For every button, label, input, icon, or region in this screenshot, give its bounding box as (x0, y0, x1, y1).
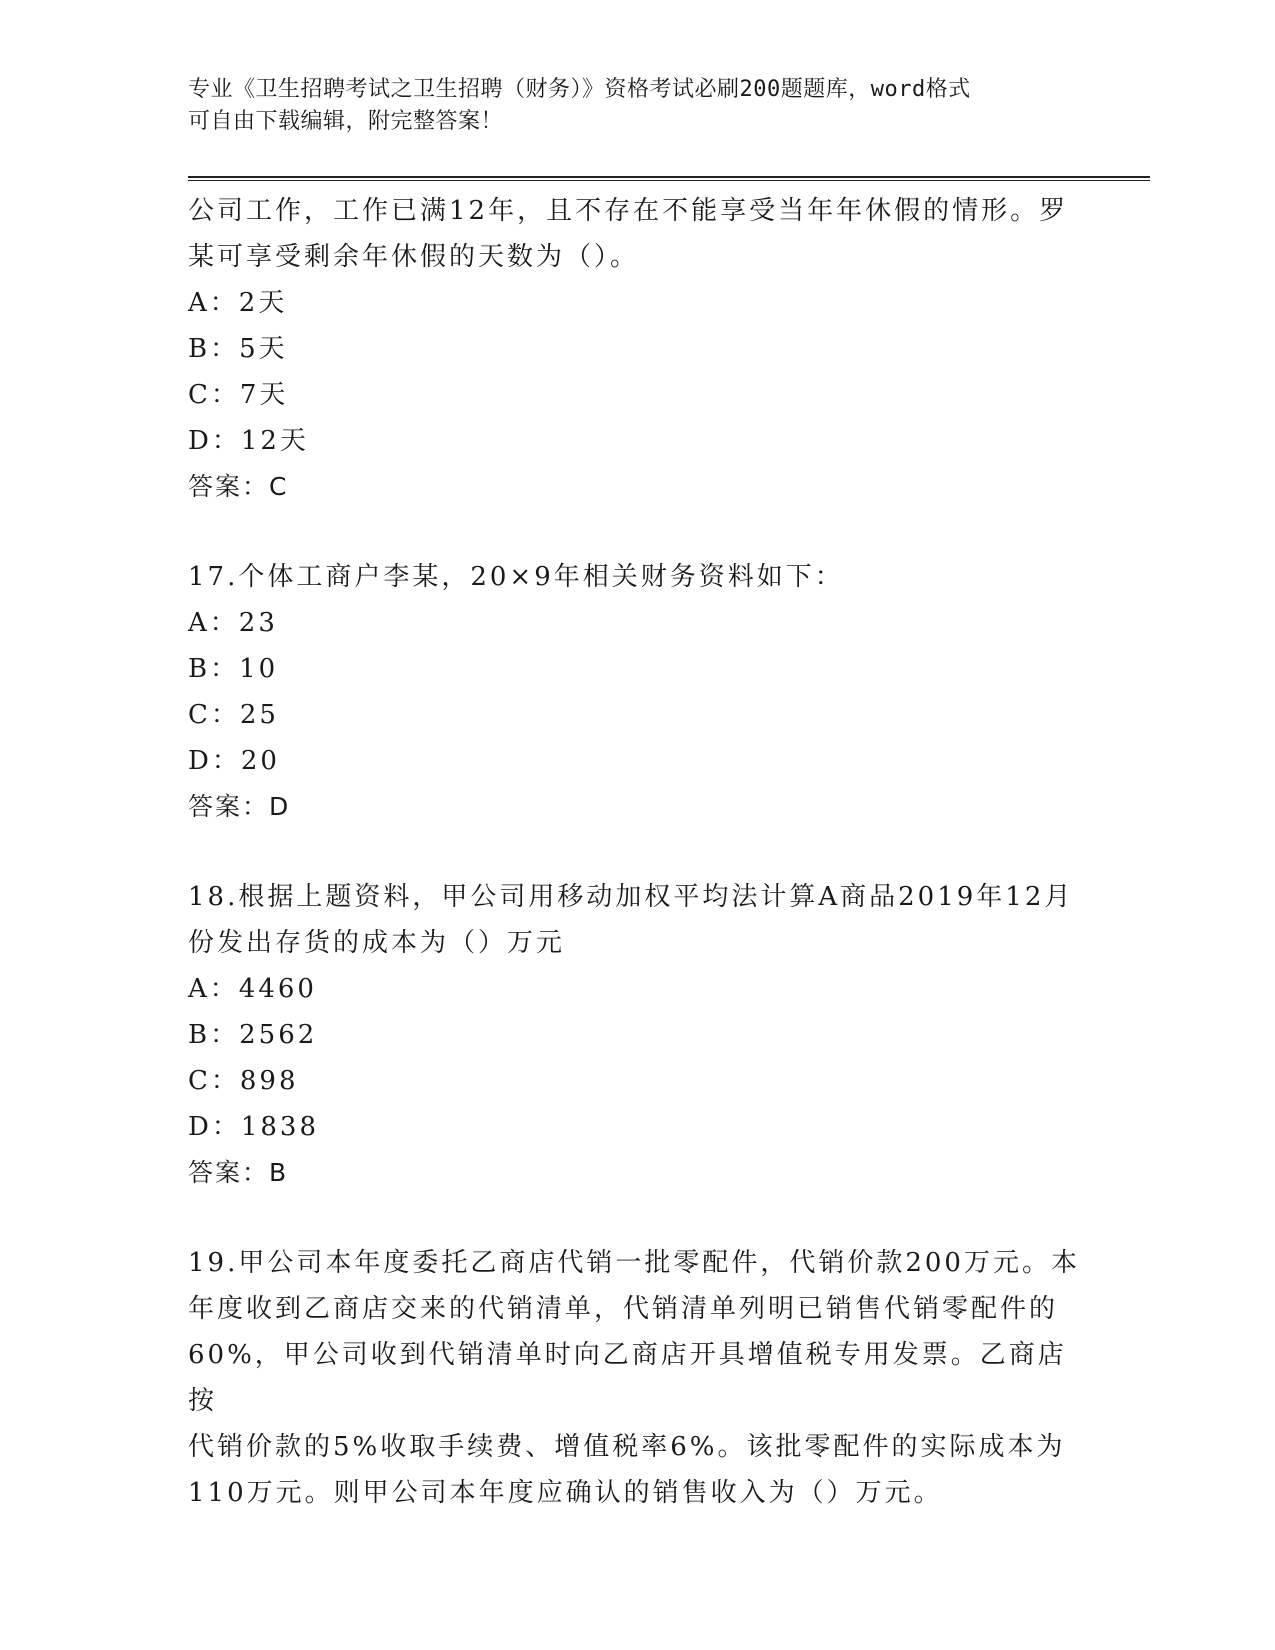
question-text-line: 公司工作，工作已满12年，且不存在不能享受当年年休假的情形。罗 (188, 196, 1069, 226)
option-c: C：25 (188, 700, 279, 730)
option-d: D：1838 (188, 1112, 320, 1142)
option-b: B：2562 (188, 1020, 318, 1050)
answer-line: 答案：D (188, 792, 291, 821)
question-text-line: 份发出存货的成本为（）万元 (188, 928, 566, 958)
question-text-line: 19.甲公司本年度委托乙商店代销一批零配件，代销价款200万元。本 (188, 1248, 1080, 1278)
option-c: C：898 (188, 1066, 299, 1096)
question-text-line: 17.个体工商户李某，20×9年相关财务资料如下： (188, 562, 844, 592)
question-text-line: 60%，甲公司收到代销清单时向乙商店开具增值税专用发票。乙商店按 (188, 1340, 1067, 1416)
question-17 (188, 554, 1088, 830)
option-d: D：20 (188, 746, 280, 776)
answer-line: 答案：B (188, 1158, 289, 1187)
question-text-line: 代销价款的5%收取手续费、增值税率6%。该批零配件的实际成本为 (188, 1432, 1066, 1462)
question-19 (188, 1240, 1088, 1516)
page-header (188, 74, 1088, 138)
header-divider (188, 176, 1150, 181)
question-18 (188, 874, 1088, 1196)
option-d: D：12天 (188, 426, 309, 456)
header-line-2: 可自由下载编辑，附完整答案！ (188, 109, 504, 134)
option-b: B：5天 (188, 334, 288, 364)
question-text-line: 110万元。则甲公司本年度应确认的销售收入为（）万元。 (188, 1478, 943, 1508)
option-b: B：10 (188, 654, 279, 684)
option-a: A：23 (188, 608, 278, 638)
spacer (188, 1196, 1088, 1240)
question-text-line: 某可享受剩余年休假的天数为（）。 (188, 242, 640, 272)
option-a: A：4460 (188, 974, 317, 1004)
question-text-line: 18.根据上题资料，甲公司用移动加权平均法计算A商品2019年12月 (188, 882, 1074, 912)
answer-line: 答案：C (188, 472, 289, 501)
header-line-1: 专业《卫生招聘考试之卫生招聘（财务）》资格考试必刷200题题库，word格式 (188, 77, 971, 102)
question-text-line: 年度收到乙商店交来的代销清单，代销清单列明已销售代销零配件的 (188, 1294, 1059, 1324)
spacer (188, 510, 1088, 554)
option-a: A：2天 (188, 288, 288, 318)
document-body (188, 188, 1088, 1516)
question-16 (188, 188, 1088, 510)
spacer (188, 830, 1088, 874)
option-c: C：7天 (188, 380, 289, 410)
